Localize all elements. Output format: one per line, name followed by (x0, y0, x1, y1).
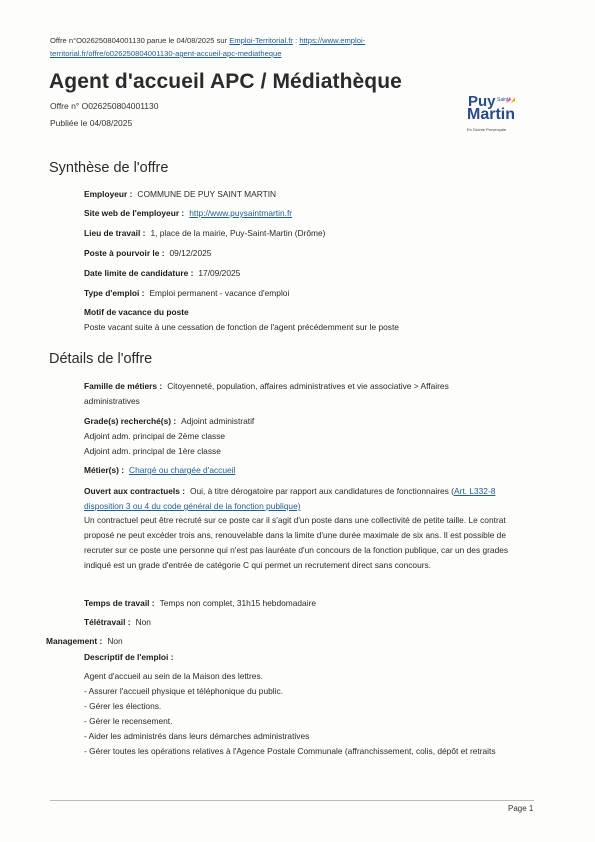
website-row: Site web de l'employeur : http://www.puysaintmartin.fr (84, 208, 293, 218)
metier-row: Métier(s) : Chargé ou chargée d'accueil (84, 465, 236, 475)
telework-row: Télétravail : Non (84, 617, 151, 627)
source-site-link[interactable]: Emploi-Territorial.fr (229, 36, 293, 45)
start-date-row: Poste à pourvoir le : 09/12/2025 (84, 248, 212, 258)
description-item: - Aider les administrés dans leurs démarches administratives (84, 731, 310, 741)
section-heading-details: Détails de l'offre (49, 351, 153, 367)
metier-link[interactable]: Chargé ou chargée d'accueil (129, 465, 236, 475)
employer-value: COMMUNE DE PUY SAINT MARTIN (137, 189, 277, 199)
puy-saint-martin-logo: Puy Saint Martin En Drôme Provençale (467, 93, 515, 132)
page-title: Agent d'accueil APC / Médiathèque (49, 70, 402, 93)
job-family-continuation: administratives (84, 396, 140, 406)
description-item: - Gérer les élections. (84, 701, 162, 711)
management-row: Management : Non (46, 636, 123, 646)
grade-row: Grade(s) recherché(s) : Adjoint administratif (84, 416, 255, 426)
vacancy-reason-label: Motif de vacance du poste (84, 307, 189, 317)
job-type-row: Type d'emploi : Emploi permanent - vacance d'emploi (84, 288, 290, 298)
contract-description: Un contractuel peut être recruté sur ce poste car il s'agit d'un poste dans une collectivité de petite taille. Le contrat proposé ne peut excéder trois ans, renouvelable dans la limite d'une durée maximale de six ans. Il est possible de recruter sur ce poste une personne qui n'est pas lauréate d'un concours de la fonction publique, car un des grades indiqué est un grade d'entrée de catégorie C qui permet un recrutement direct sans concours. (84, 515, 509, 570)
law-article-link-cont[interactable]: disposition 3 ou 4 du code général de la fonction publique) (84, 501, 301, 511)
page-number: Page 1 (508, 804, 534, 813)
source-url-link[interactable]: https://www.emploi-territorial.fr/offre/o026250804001130-agent-accueil-apc-mediatheque (50, 36, 366, 58)
offer-number: Offre n° O026250804001130 (50, 101, 159, 111)
source-text: Offre n°O026250804001130 parue le 04/08/2025 sur (50, 36, 230, 45)
contract-row-continuation (84, 501, 301, 512)
employer-row: Employeur : COMMUNE DE PUY SAINT MARTIN (84, 189, 277, 199)
description-item: - Gérer toutes les opérations relatives à l'Agence Postale Communale (affranchissement, colis, dépôt et retraits (84, 746, 496, 756)
deadline-row: Date limite de candidature : 17/09/2025 (84, 268, 241, 278)
description-item: - Gérer le recensement. (84, 716, 173, 726)
workplace-row: Lieu de travail : 1, place de la mairie, Puy-Saint-Martin (Drôme) (84, 228, 326, 238)
work-time-row: Temps de travail : Temps non complet, 31h15 hebdomadaire (84, 598, 317, 608)
vacancy-reason-value: Poste vacant suite à une cessation de fonction de l'agent précédemment sur le poste (84, 322, 399, 332)
description-intro: Agent d'accueil au sein de la Maison des lettres. (84, 671, 263, 681)
logo-accent-icon (505, 96, 516, 104)
grade-item: Adjoint adm. principal de 2ème classe (84, 431, 226, 441)
job-description-label: Descriptif de l'emploi : (84, 652, 174, 662)
website-link[interactable]: http://www.puysaintmartin.fr (189, 208, 293, 218)
description-item: - Assurer l'accueil physique et téléphonique du public. (84, 686, 283, 696)
publication-date: Publiée le 04/08/2025 (50, 118, 133, 128)
footer-divider (50, 800, 534, 801)
contract-row: Ouvert aux contractuels : Oui, à titre dérogatoire par rapport aux candidatures de fonctionnaires (Art. L332-8 (84, 486, 496, 496)
law-article-link[interactable]: Art. L332-8 (453, 486, 496, 496)
job-family-row: Famille de métiers : Citoyenneté, population, affaires administratives et vie associative > Affaires (84, 381, 449, 391)
source-line: Offre n°O026250804001130 parue le 04/08/2025 sur Emploi-Territorial.fr : https://www.emploi-territorial.fr/offre/o026250804001130-agent-accueil-apc-mediatheque (50, 36, 366, 58)
grade-item: Adjoint adm. principal de 1ère classe (84, 446, 221, 456)
section-heading-synthese: Synthèse de l'offre (49, 160, 169, 176)
